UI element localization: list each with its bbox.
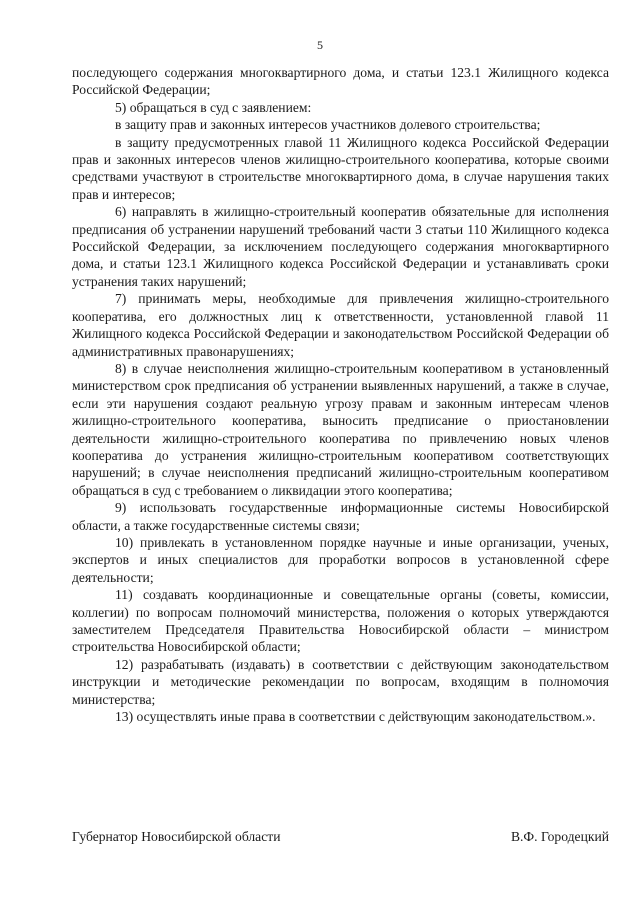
paragraph: 5) обращаться в суд с заявлением: <box>115 99 312 115</box>
paragraph: последующего содержания многоквартирного дома, и статьи 123.1 Жилищного кодекса Российской Федерации; <box>72 65 609 98</box>
paragraph: 11) создавать координационные и совещательные органы (советы, комиссии, коллегии) по вопросам полномочий министерства, положения о которых утверждаются заместителем Председателя Правительства Новосибирской области – министром строительства Новосибирской области; <box>72 587 609 655</box>
paragraph: 6) направлять в жилищно-строительный кооператив обязательные для исполнения предписания об устранении нарушений требований части 3 статьи 110 Жилищного кодекса Российской Федерации, за исключением последующего содержания многоквартирного дома, и статьи 123.1 Жилищного кодекса Российской Федерации и устанавливать сроки устранения таких нарушений; <box>72 204 609 289</box>
paragraph: 10) привлекать в установленном порядке научные и иные организации, ученых, экспертов и иных специалистов для проработки вопросов в установленной сфере деятельности; <box>72 534 609 585</box>
signatory-name: В.Ф. Городецкий <box>510 829 609 844</box>
signature-block <box>72 828 609 845</box>
paragraph: 8) в случае неисполнения жилищно-строительным кооперативом в установленный министерством срок предписания об устранении выявленных нарушений, а также в случае, если эти нарушения создают реальную угрозу правам и законным интересам членов жилищно-строительного кооператива, выносить предписание о приостановлении деятельности жилищно-строительного кооператива по привлечению новых членов кооператива до устранения жилищно-строительным кооперативом соответствующих нарушений; в случае неисполнения предписаний жилищно-строительным кооперативом обращаться в суд с требованием о ликвидации этого кооператива; <box>72 360 609 498</box>
paragraph: 9) использовать государственные информационные системы Новосибирской области, а также государственные системы связи; <box>72 500 609 533</box>
paragraph: 13) осуществлять иные права в соответствии с действующим законодательством.». <box>115 709 596 725</box>
paragraph: в защиту прав и законных интересов участников долевого строительства; <box>115 117 541 133</box>
signatory-position: Губернатор Новосибирской области <box>72 829 281 844</box>
paragraph: в защиту предусмотренных главой 11 Жилищного кодекса Российской Федерации прав и законных интересов членов жилищно-строительного кооператива, которые своими средствами участвуют в строительстве многоквартирного дома, в случае нарушения таких прав и интересов; <box>72 134 609 202</box>
paragraph: 7) принимать меры, необходимые для привлечения жилищно-строительного кооператива, его должностных лиц к ответственности, установленной главой 11 Жилищного кодекса Российской Федерации и законодательством Российской Федерации об административных правонарушениях; <box>72 291 609 359</box>
paragraph: 12) разрабатывать (издавать) в соответствии с действующим законодательством инструкции и методические рекомендации по вопросам, входящим в полномочия министерства; <box>72 656 609 707</box>
page-number: 5 <box>317 38 323 52</box>
document-body <box>72 64 609 725</box>
